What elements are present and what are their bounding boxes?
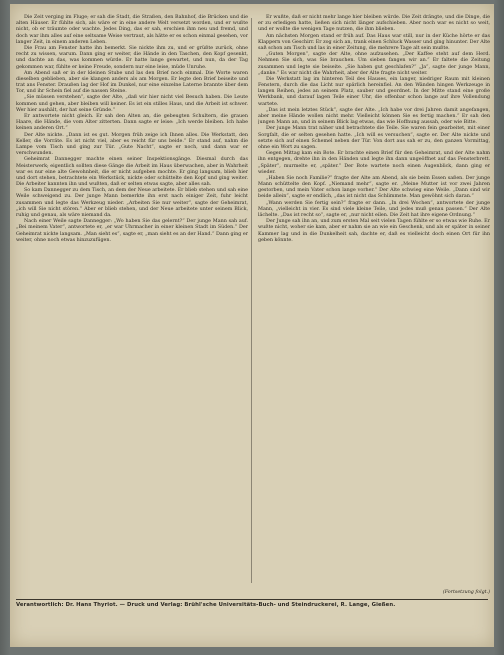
- paragraph: Der Junge sah ihn an, und zum ersten Mal seit vielen Tagen fühlte er so etwas wie Ruhe. Er wußte nicht, woher sie kam, aber er nahm sie an wie ein Geschenk, und als er später in seiner Kammer lag und in die Dunkelheit sah, dachte er, daß es vielleicht doch einen Ort für ihn geben könnte.: [258, 218, 490, 243]
- paragraph: Die Frau am Fenster hatte ihn bemerkt. Sie nickte ihm zu, und er grüßte zurück, ohne recht zu wissen, warum. Dann ging er weiter, die Hände in den Taschen, den Kopf gesenkt, und dachte an das, was kommen würde. Er hatte lange gewartet, und nun, da der Tag gekommen war, fühlte er keine Freude, sondern nur eine leise, müde Unruhe.: [16, 44, 248, 70]
- paragraph: Gegen Mittag kam ein Bote. Er brachte einen Brief für den Geheimrat, und der Alte nahm ihn entgegen, drehte ihn in den Händen und legte ihn dann ungeöffnet auf das Fensterbrett. „Später“, murmelte er, „später.“ Der Bote wartete noch einen Augenblick, dann ging er wieder.: [258, 150, 490, 175]
- paragraph: So kam Dannegger zu dem Tisch, an dem der Neue arbeitete. Er blieb stehen und sah eine Weile schweigend zu. Der junge Mann bemerkte ihn erst nach einiger Zeit, fuhr leicht zusammen und legte das Werkzeug nieder. „Arbeiten Sie nur weiter“, sagte der Geheimrat, „ich will Sie nicht stören.“ Aber er blieb stehen, und der Neue arbeitete unter seinem Blick, ruhig und genau, als wäre niemand da.: [16, 187, 248, 218]
- paragraph: „Haben Sie noch Familie?“ fragte der Alte am Abend, als sie beim Essen saßen. Der junge Mann schüttelte den Kopf. „Niemand mehr“, sagte er. „Meine Mutter ist vor zwei Jahren gestorben, und mein Vater schon lange vorher.“ Der Alte schwieg eine Weile. „Dann sind wir beide allein“, sagte er endlich, „das ist nicht das Schlimmste. Man gewöhnt sich daran.“: [258, 174, 490, 200]
- paragraph: Er antwortete nicht gleich. Er sah den Alten an, die gebeugten Schultern, die grauen Haare, die Hände, die vom Alter zitterten. Dann sagte er leise: „Ich werde bleiben. Ich habe keinen anderen Ort.“: [16, 113, 248, 132]
- paragraph: Nach einer Weile sagte Dannegger: „Wo haben Sie das gelernt?“ Der junge Mann sah auf. „Bei meinem Vater“, antwortete er, „er war Uhrmacher in einer kleinen Stadt im Süden.“ Der Geheimrat nickte langsam. „Man sieht es“, sagte er, „man sieht es an der Hand.“ Dann ging er weiter, ohne noch etwas hinzuzufügen.: [16, 218, 248, 243]
- continued-note: (Fortsetzung folgt.): [442, 590, 490, 595]
- paragraph: Geheimrat Dannegger machte einen seiner Inspektionsgänge. Diesmal durch das Meisterwerk; eigentlich sollten diese Gänge die Arbeit im Haus überwachen, aber in Wahrheit war es nur eine alte Gewohnheit, die er nicht aufgeben mochte. Er ging langsam, blieb hier und dort stehen, betrachtete ein Werkstück, nickte oder schüttelte den Kopf und ging weiter. Die Arbeiter kannten ihn und wußten, daß er selten etwas sagte, aber alles sah.: [16, 156, 248, 188]
- paragraph: Die Zeit verging im Fluge; er sah die Stadt, die Straßen, den Bahnhof, die Brücken und die alten Häuser. Er fühlte sich, als wäre er in eine andere Welt versetzt worden, und er wußte nicht, ob er träumte oder wachte. Jedes Ding, das er sah, erschien ihm neu und fremd, und doch war ihm alles auf eine seltsame Weise vertraut, als hätte er es schon einmal gesehen, vor langer Zeit, in einem anderen Leben.: [16, 14, 248, 45]
- paragraph: „Wann werden Sie fertig sein?“ fragte er dann. „In drei Wochen“, antwortete der junge Mann, „vielleicht in vier. Es sind viele kleine Teile, und jedes muß genau passen.“ Der Alte lächelte. „Das ist recht so“, sagte er, „nur nicht eilen. Die Zeit hat ihre eigene Ordnung.“: [258, 199, 490, 218]
- paragraph: Am nächsten Morgen stand er früh auf. Das Haus war still, nur in der Küche hörte er das Klappern von Geschirr. Er zog sich an, trank einen Schluck Wasser und ging hinunter. Der Alte saß schon am Tisch und las in einer Zeitung, die mehrere Tage alt sein mußte.: [258, 32, 490, 51]
- paragraph: „Das ist mein letztes Stück“, sagte der Alte. „Ich habe vor drei Jahren damit angefangen, aber meine Hände wollen nicht mehr. Vielleicht können Sie es fertig machen.“ Er sah den jungen Mann an, und in seinem Blick lag etwas, das wie Hoffnung aussah, oder wie Bitte.: [258, 106, 490, 126]
- footer-rule: [16, 599, 488, 600]
- paragraph: Der Alte nickte. „Dann ist es gut. Morgen früh zeige ich Ihnen alles. Die Werkstatt, den Keller, die Vorräte. Es ist nicht viel, aber es reicht für uns beide.“ Er stand auf, nahm die Lampe vom Tisch und ging zur Tür. „Gute Nacht“, sagte er noch, und dann war er verschwunden.: [16, 131, 248, 157]
- text-column-left: [16, 14, 248, 589]
- column-divider: [251, 18, 252, 583]
- paragraph: Am Abend saß er in der kleinen Stube und las den Brief noch einmal. Die Worte waren dieselben geblieben, aber sie klangen anders als am Morgen. Er legte den Brief beiseite und trat ans Fenster. Draußen lag der Hof im Dunkel, nur eine einzelne Laterne brannte über dem Tor, und ihr Schein fiel auf die nassen Steine.: [16, 69, 248, 95]
- paragraph: „Sie müssen verstehen“, sagte der Alte, „daß wir hier nicht viel Besuch haben. Die Leute kommen und gehen, aber bleiben will keiner. Es ist ein stilles Haus, und die Arbeit ist schwer. Wer hier aushält, der hat seine Gründe.“: [16, 94, 248, 113]
- imprint-line: Verantwortlich: Dr. Hans Thyriot. — Druck und Verlag: Brühl'sche Universitäts-Buch- und Steindruckerei, R. Lange, Gießen.: [16, 602, 396, 608]
- paragraph: „Guten Morgen“, sagte der Alte, ohne aufzusehen. „Der Kaffee steht auf dem Herd. Nehmen Sie sich, was Sie brauchen. Um sieben fangen wir an.“ Er faltete die Zeitung zusammen und legte sie beiseite. „Sie haben gut geschlafen?“ „Ja“, sagte der junge Mann, „danke.“ Es war nicht die Wahrheit, aber der Alte fragte nicht weiter.: [258, 51, 490, 76]
- paragraph: Der junge Mann trat näher und betrachtete die Teile. Sie waren fein gearbeitet, mit einer Sorgfalt, die er selten gesehen hatte. „Ich will es versuchen“, sagte er. Der Alte nickte und setzte sich auf einen Schemel neben der Tür. Von dort aus sah er zu, den ganzen Vormittag, ohne ein Wort zu sagen.: [258, 125, 490, 150]
- text-column-right: [258, 14, 490, 589]
- newspaper-sheet: [10, 4, 494, 647]
- paragraph: Die Werkstatt lag im hinteren Teil des Hauses, ein langer, niedriger Raum mit kleinen Fenstern, durch die das Licht nur spärlich hereinfiel. An den Wänden hingen Werkzeuge in langen Reihen, jedes an seinem Platz, sauber und geordnet. In der Mitte stand eine große Werkbank, und darauf lagen Teile einer Uhr, die offenbar schon lange auf ihre Vollendung wartete.: [258, 75, 490, 107]
- paragraph: Er wußte, daß er nicht mehr lange hier bleiben würde. Die Zeit drängte, und die Dinge, die er zu erledigen hatte, ließen sich nicht länger aufschieben. Aber noch war es nicht so weit, und er wollte die wenigen Tage nutzen, die ihm blieben.: [258, 14, 490, 33]
